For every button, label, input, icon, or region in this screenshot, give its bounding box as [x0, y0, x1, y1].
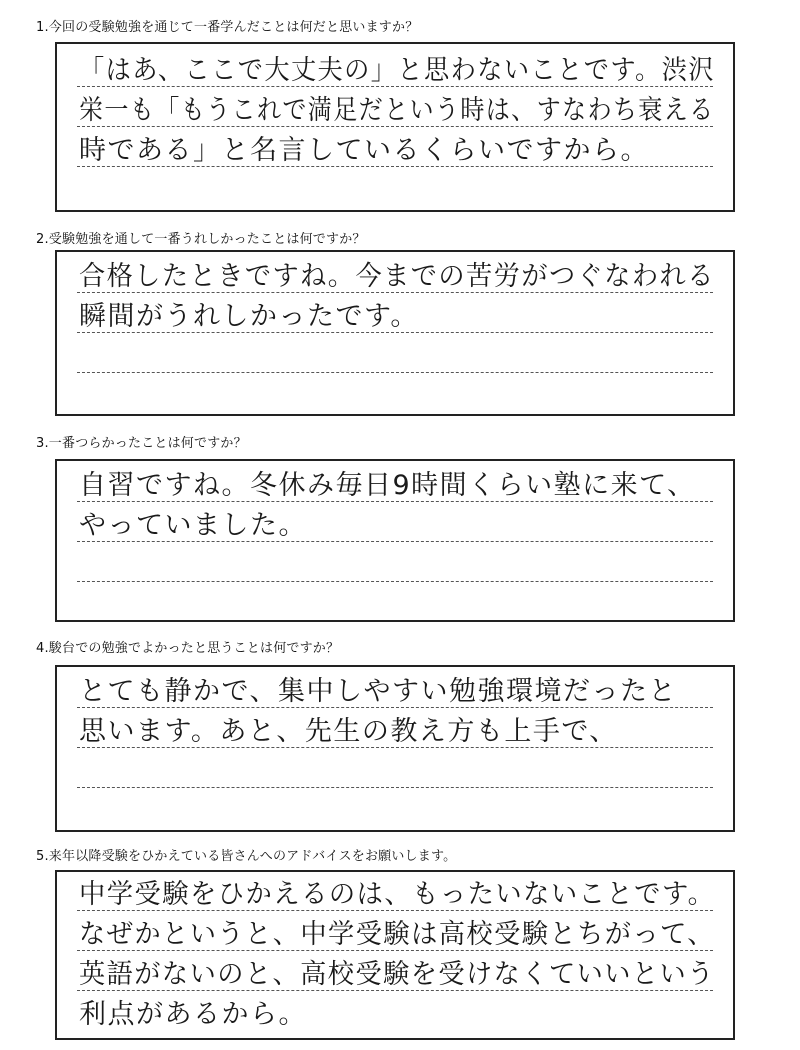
- answer-3-line-1: 自習ですね。冬休み毎日9時間くらい塾に来て、: [79, 470, 696, 501]
- answer-5-line-4: 利点があるから。: [79, 999, 307, 1030]
- ruled-line: [77, 990, 713, 991]
- ruled-line: [77, 292, 713, 293]
- answer-5-line-3: 英語がないのと、高校受験を受けなくていいという: [79, 959, 715, 990]
- question-3-label: 3.一番つらかったことは何ですか？: [36, 436, 247, 451]
- answer-5-line-1: 中学受験をひかえるのは、もったいないことです。: [79, 879, 716, 910]
- answer-box-5: [55, 870, 735, 1040]
- ruled-line: [77, 126, 713, 127]
- answer-4-line-1: とても静かで、集中しやすい勉強環境だったと: [79, 676, 677, 707]
- answer-box-3: [55, 459, 735, 622]
- ruled-line: [77, 541, 713, 542]
- answer-box-4: [55, 665, 735, 832]
- ruled-line: [77, 166, 713, 167]
- question-4-label: 4.駿台での勉強でよかったと思うことは何ですか？: [36, 641, 340, 656]
- ruled-line: [77, 501, 713, 502]
- question-1-label: 1.今回の受験勉強を通じて一番学んだことは何だと思いますか？: [36, 20, 419, 35]
- ruled-line: [77, 581, 713, 582]
- answer-5-line-2: なぜかというと、中学受験は高校受験とちがって、: [79, 919, 715, 950]
- ruled-line: [77, 86, 713, 87]
- answer-1-line-3: 時である」と名言しているくらいですから。: [79, 135, 649, 166]
- answer-box-1: [55, 42, 735, 212]
- answer-box-2: [55, 250, 735, 416]
- answer-4-line-2: 思います。あと、先生の教え方も上手で、: [79, 716, 618, 747]
- answer-2-line-2: 瞬間がうれしかったです。: [79, 301, 419, 332]
- ruled-line: [77, 950, 713, 951]
- ruled-line: [77, 787, 713, 788]
- answer-1-line-2: 栄一も「もうこれで満足だという時は、すなわち衰える: [79, 95, 715, 126]
- answer-2-line-1: 合格したときですね。今までの苦労がつぐなわれる: [79, 261, 715, 292]
- question-5-label: 5.来年以降受験をひかえている皆さんへのアドバイスをお願いします。: [36, 849, 457, 864]
- answer-1-line-1: 「はあ、ここで大丈夫の」と思わないことです。渋沢: [79, 55, 715, 86]
- ruled-line: [77, 910, 713, 911]
- ruled-line: [77, 372, 713, 373]
- ruled-line: [77, 707, 713, 708]
- question-2-label: 2.受験勉強を通して一番うれしかったことは何ですか？: [36, 232, 366, 247]
- answer-3-line-2: やっていました。: [79, 510, 307, 541]
- ruled-line: [77, 332, 713, 333]
- ruled-line: [77, 747, 713, 748]
